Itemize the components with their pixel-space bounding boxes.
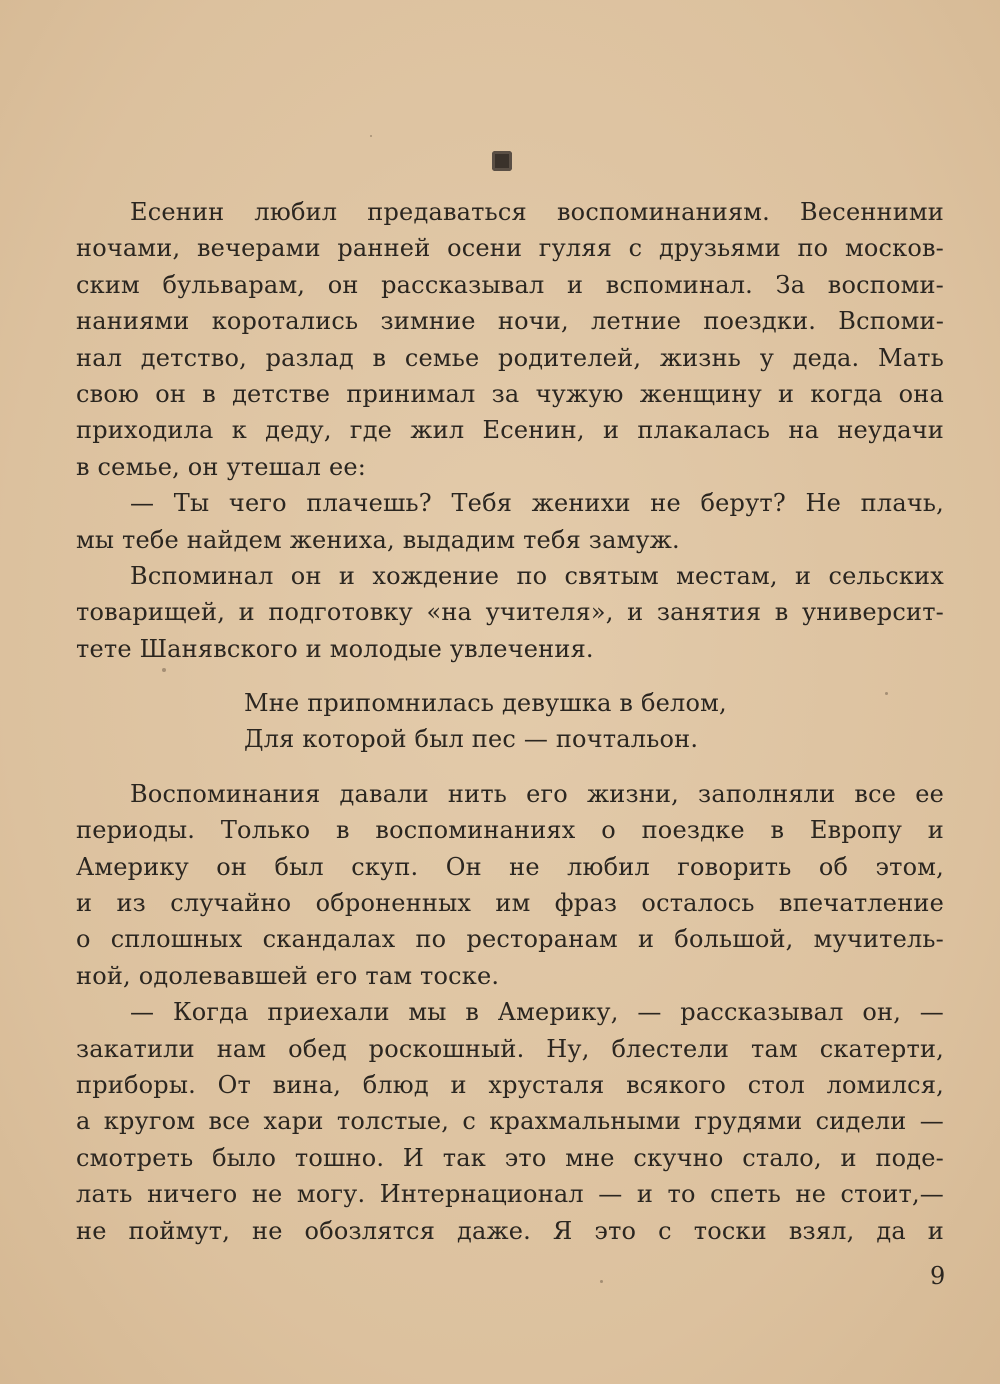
text-line: приборы. От вина, блюд и хрусталя всякого стол ломился, [76, 1070, 944, 1099]
text-line: — Когда приехали мы в Америку, — рассказывал он, — [130, 998, 944, 1027]
paper-speck [370, 135, 372, 137]
text-line: — Ты чего плачешь? Тебя женихи не берут? Не плачь, [130, 489, 944, 518]
text-line: свою он в детстве принимал за чужую женщину и когда она [76, 379, 944, 408]
text-line: Вспоминал он и хождение по святым местам, и сельских [130, 561, 944, 590]
paper-speck [162, 668, 166, 672]
text-line: а кругом все хари толстые, с крахмальными грудями сидели — [76, 1107, 944, 1136]
page-number: 9 [930, 1262, 946, 1290]
text-line: и из случайно оброненных им фраз осталось впечатление [76, 889, 944, 918]
paper-speck [600, 1280, 603, 1283]
page-body [76, 194, 944, 1249]
text-line: ной, одолевавшей его там тоске. [76, 961, 500, 990]
text-line: в семье, он утешал ее: [76, 452, 367, 481]
text-line: Америку он был скуп. Он не любил говорить об этом, [76, 852, 944, 881]
paper-speck [885, 692, 888, 695]
text-line: Есенин любил предаваться воспоминаниям. Весенними [130, 198, 944, 226]
text-line: Воспоминания давали нить его жизни, заполняли все ее [130, 779, 944, 808]
text-line: лать ничего не могу. Интернационал — и то спеть не стоит,— [76, 1180, 944, 1209]
text-line: тете Шанявского и молодые увлечения. [76, 634, 594, 663]
text-line: нал детство, разлад в семье родителей, жизнь у деда. Мать [76, 343, 944, 372]
text-line: ским бульварам, он рассказывал и вспоминал. За воспоми- [76, 270, 944, 299]
text-line: товарищей, и подготовку «на учителя», и занятия в университ- [76, 598, 944, 627]
text-line: закатили нам обед роскошный. Ну, блестели там скатерти, [76, 1034, 944, 1063]
verse-line: Мне припомнилась девушка в белом, [244, 689, 727, 718]
text-line: не поймут, не обозлятся даже. Я это с тоски взял, да и [76, 1216, 944, 1245]
text-line: приходила к деду, где жил Есенин, и плакалась на неудачи [76, 416, 944, 445]
text-line: периоды. Только в воспоминаниях о поездке в Европу и [76, 816, 944, 845]
text-line: о сплошных скандалах по ресторанам и большой, мучитель- [76, 925, 944, 954]
text-line: наниями коротались зимние ночи, летние поездки. Вспоми- [76, 307, 944, 336]
text-line: смотреть было тошно. И так это мне скучно стало, и поде- [76, 1143, 944, 1172]
verse-line: Для которой был пес — почтальон. [244, 725, 699, 754]
text-line: ночами, вечерами ранней осени гуляя с друзьями по москов- [76, 234, 944, 263]
section-ornament [492, 151, 512, 171]
text-line: мы тебе найдем жениха, выдадим тебя замуж. [76, 525, 680, 554]
